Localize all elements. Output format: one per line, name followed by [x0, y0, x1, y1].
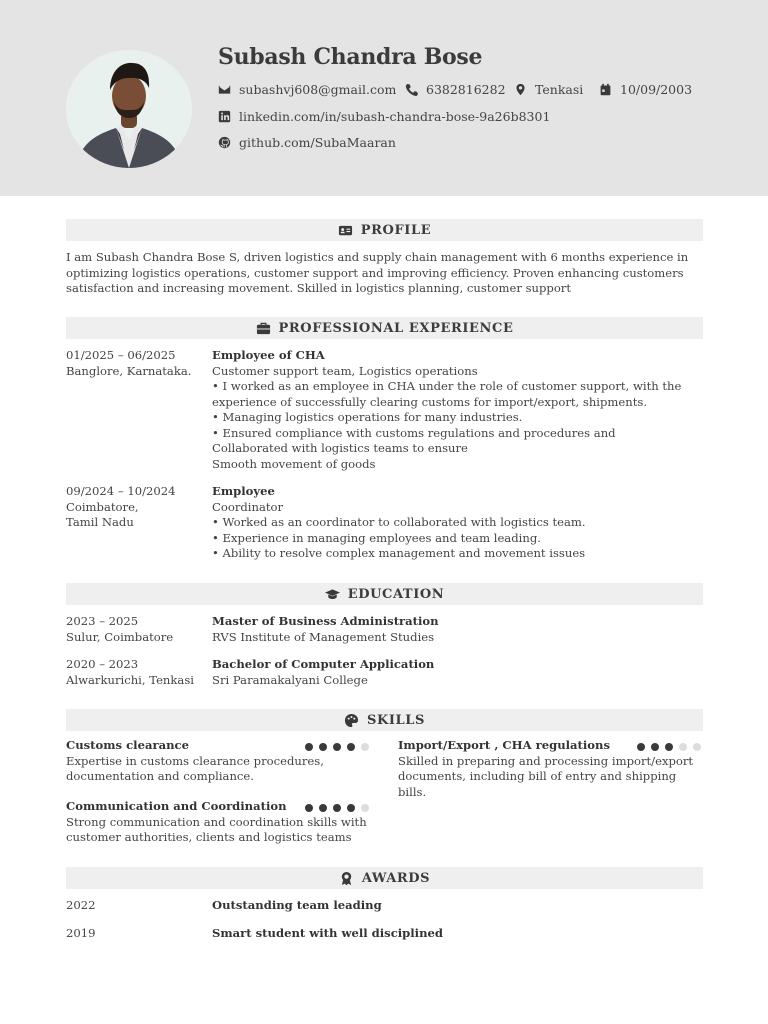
skill-3-rating — [305, 804, 369, 812]
exp-2-dates: 09/2024 – 10/2024 — [66, 484, 176, 498]
edu-1-meta — [66, 614, 206, 645]
edu-1-degree: Master of Business Administration — [212, 614, 439, 628]
email-text: subashvj608@gmail.com — [239, 82, 397, 97]
exp-2-subtitle: Coordinator — [212, 499, 284, 514]
awards-section-header — [66, 867, 703, 889]
github-contact[interactable] — [218, 135, 396, 150]
profile-title: PROFILE — [360, 222, 432, 238]
skill-1-rating — [305, 743, 369, 751]
experience-title: PROFESSIONAL EXPERIENCE — [278, 320, 514, 336]
award-2-year: 2019 — [66, 926, 96, 940]
exp-1-body — [212, 348, 687, 472]
edu-1-dates: 2023 – 2025 — [66, 614, 139, 628]
skill-2-name: Import/Export , CHA regulations — [398, 738, 610, 752]
graduation-cap-icon — [325, 587, 340, 602]
candidate-name: Subash Chandra Bose — [218, 44, 483, 70]
exp-1-meta — [66, 348, 206, 379]
rating-dot — [361, 743, 369, 751]
profile-text: I am Subash Chandra Bose S, driven logistics and supply chain management with 6 months experience in optimizing logistics operations, customer support and improving efficiency. Proven enhancing customers satisfaction and increasing movement. Skilled in logistics planning, customer support — [66, 250, 689, 295]
edu-2-place: Alwarkurichi, Tenkasi — [66, 672, 194, 687]
location-text: Tenkasi — [535, 82, 584, 97]
skill-3-desc: Strong communication and coordination skills with customer authorities, clients and logistics teams — [66, 814, 367, 844]
exp-2-body — [212, 484, 687, 562]
rating-dot — [333, 804, 341, 812]
rating-dot — [333, 743, 341, 751]
rating-dot — [319, 804, 327, 812]
skills-title: SKILLS — [366, 712, 426, 728]
phone-icon — [405, 83, 418, 96]
skill-3-name: Communication and Coordination — [66, 799, 287, 813]
edu-2-dates: 2020 – 2023 — [66, 657, 139, 671]
skill-1-name: Customs clearance — [66, 738, 189, 752]
exp-1-place: Banglore, Karnataka. — [66, 363, 192, 378]
award-ribbon-icon — [339, 871, 354, 886]
calendar-icon — [599, 83, 612, 96]
edu-1-body — [212, 614, 687, 645]
dob-contact — [599, 82, 692, 97]
rating-dot — [305, 743, 313, 751]
rating-dot — [693, 743, 701, 751]
skill-2-rating — [637, 743, 701, 751]
linkedin-text: linkedin.com/in/subash-chandra-bose-9a26b8301 — [239, 109, 551, 124]
rating-dot — [319, 743, 327, 751]
rating-dot — [665, 743, 673, 751]
skill-1-desc: Expertise in customs clearance procedures, documentation and compliance. — [66, 753, 324, 783]
skill-2-desc: Skilled in preparing and processing import/export documents, including bill of entry and shipping bills. — [398, 753, 694, 799]
profile-section-header — [66, 219, 703, 241]
exp-2-place: Coimbatore, Tamil Nadu — [66, 499, 139, 529]
palette-icon — [344, 713, 359, 728]
exp-1-subtitle: Customer support team, Logistics operations — [212, 363, 478, 378]
rating-dot — [305, 804, 313, 812]
exp-1-dates: 01/2025 – 06/2025 — [66, 348, 176, 362]
github-text: github.com/SubaMaaran — [239, 135, 396, 150]
award-1-year: 2022 — [66, 898, 96, 912]
exp-2-desc: • Worked as an coordinator to collaborated with logistics team. • Experience in managing employees and team leading. • Ability to resolve complex management and movement issues — [212, 515, 586, 560]
exp-1-role: Employee of CHA — [212, 348, 325, 362]
education-title: EDUCATION — [347, 586, 445, 602]
award-2-name: Smart student with well disciplined — [212, 926, 444, 940]
edu-2-meta — [66, 657, 211, 688]
skills-section-header — [66, 709, 703, 731]
briefcase-icon — [256, 321, 271, 336]
edu-2-degree: Bachelor of Computer Application — [212, 657, 435, 671]
edu-1-school: RVS Institute of Management Studies — [212, 629, 435, 644]
rating-dot — [347, 743, 355, 751]
education-section-header — [66, 583, 703, 605]
rating-dot — [679, 743, 687, 751]
github-icon — [218, 136, 231, 149]
profile-photo — [66, 50, 192, 168]
map-pin-icon — [514, 83, 527, 96]
linkedin-contact[interactable] — [218, 109, 550, 124]
exp-2-role: Employee — [212, 484, 275, 498]
location-contact — [514, 82, 583, 97]
rating-dot — [347, 804, 355, 812]
edu-2-school: Sri Paramakalyani College — [212, 672, 368, 687]
experience-section-header — [66, 317, 703, 339]
exp-2-meta — [66, 484, 206, 531]
edu-1-place: Sulur, Coimbatore — [66, 629, 174, 644]
email-contact[interactable] — [218, 82, 396, 97]
exp-1-desc: • I worked as an employee in CHA under the role of customer support, with the experience of successfully clearing customs for import/export, shipments. • Managing logistics operations for many industries. • Ensured compliance with customs regulations and procedures and Collaborated with logistics teams to ensure Smooth movement of goods — [212, 379, 682, 471]
phone-text: 6382816282 — [426, 82, 506, 97]
id-card-icon — [338, 223, 353, 238]
dob-text: 10/09/2003 — [620, 82, 693, 97]
award-1-name: Outstanding team leading — [212, 898, 382, 912]
awards-title: AWARDS — [361, 870, 431, 886]
edu-2-body — [212, 657, 687, 688]
rating-dot — [361, 804, 369, 812]
header — [0, 0, 768, 196]
rating-dot — [637, 743, 645, 751]
envelope-icon — [218, 83, 231, 96]
phone-contact[interactable] — [405, 82, 506, 97]
linkedin-icon — [218, 110, 231, 123]
rating-dot — [651, 743, 659, 751]
